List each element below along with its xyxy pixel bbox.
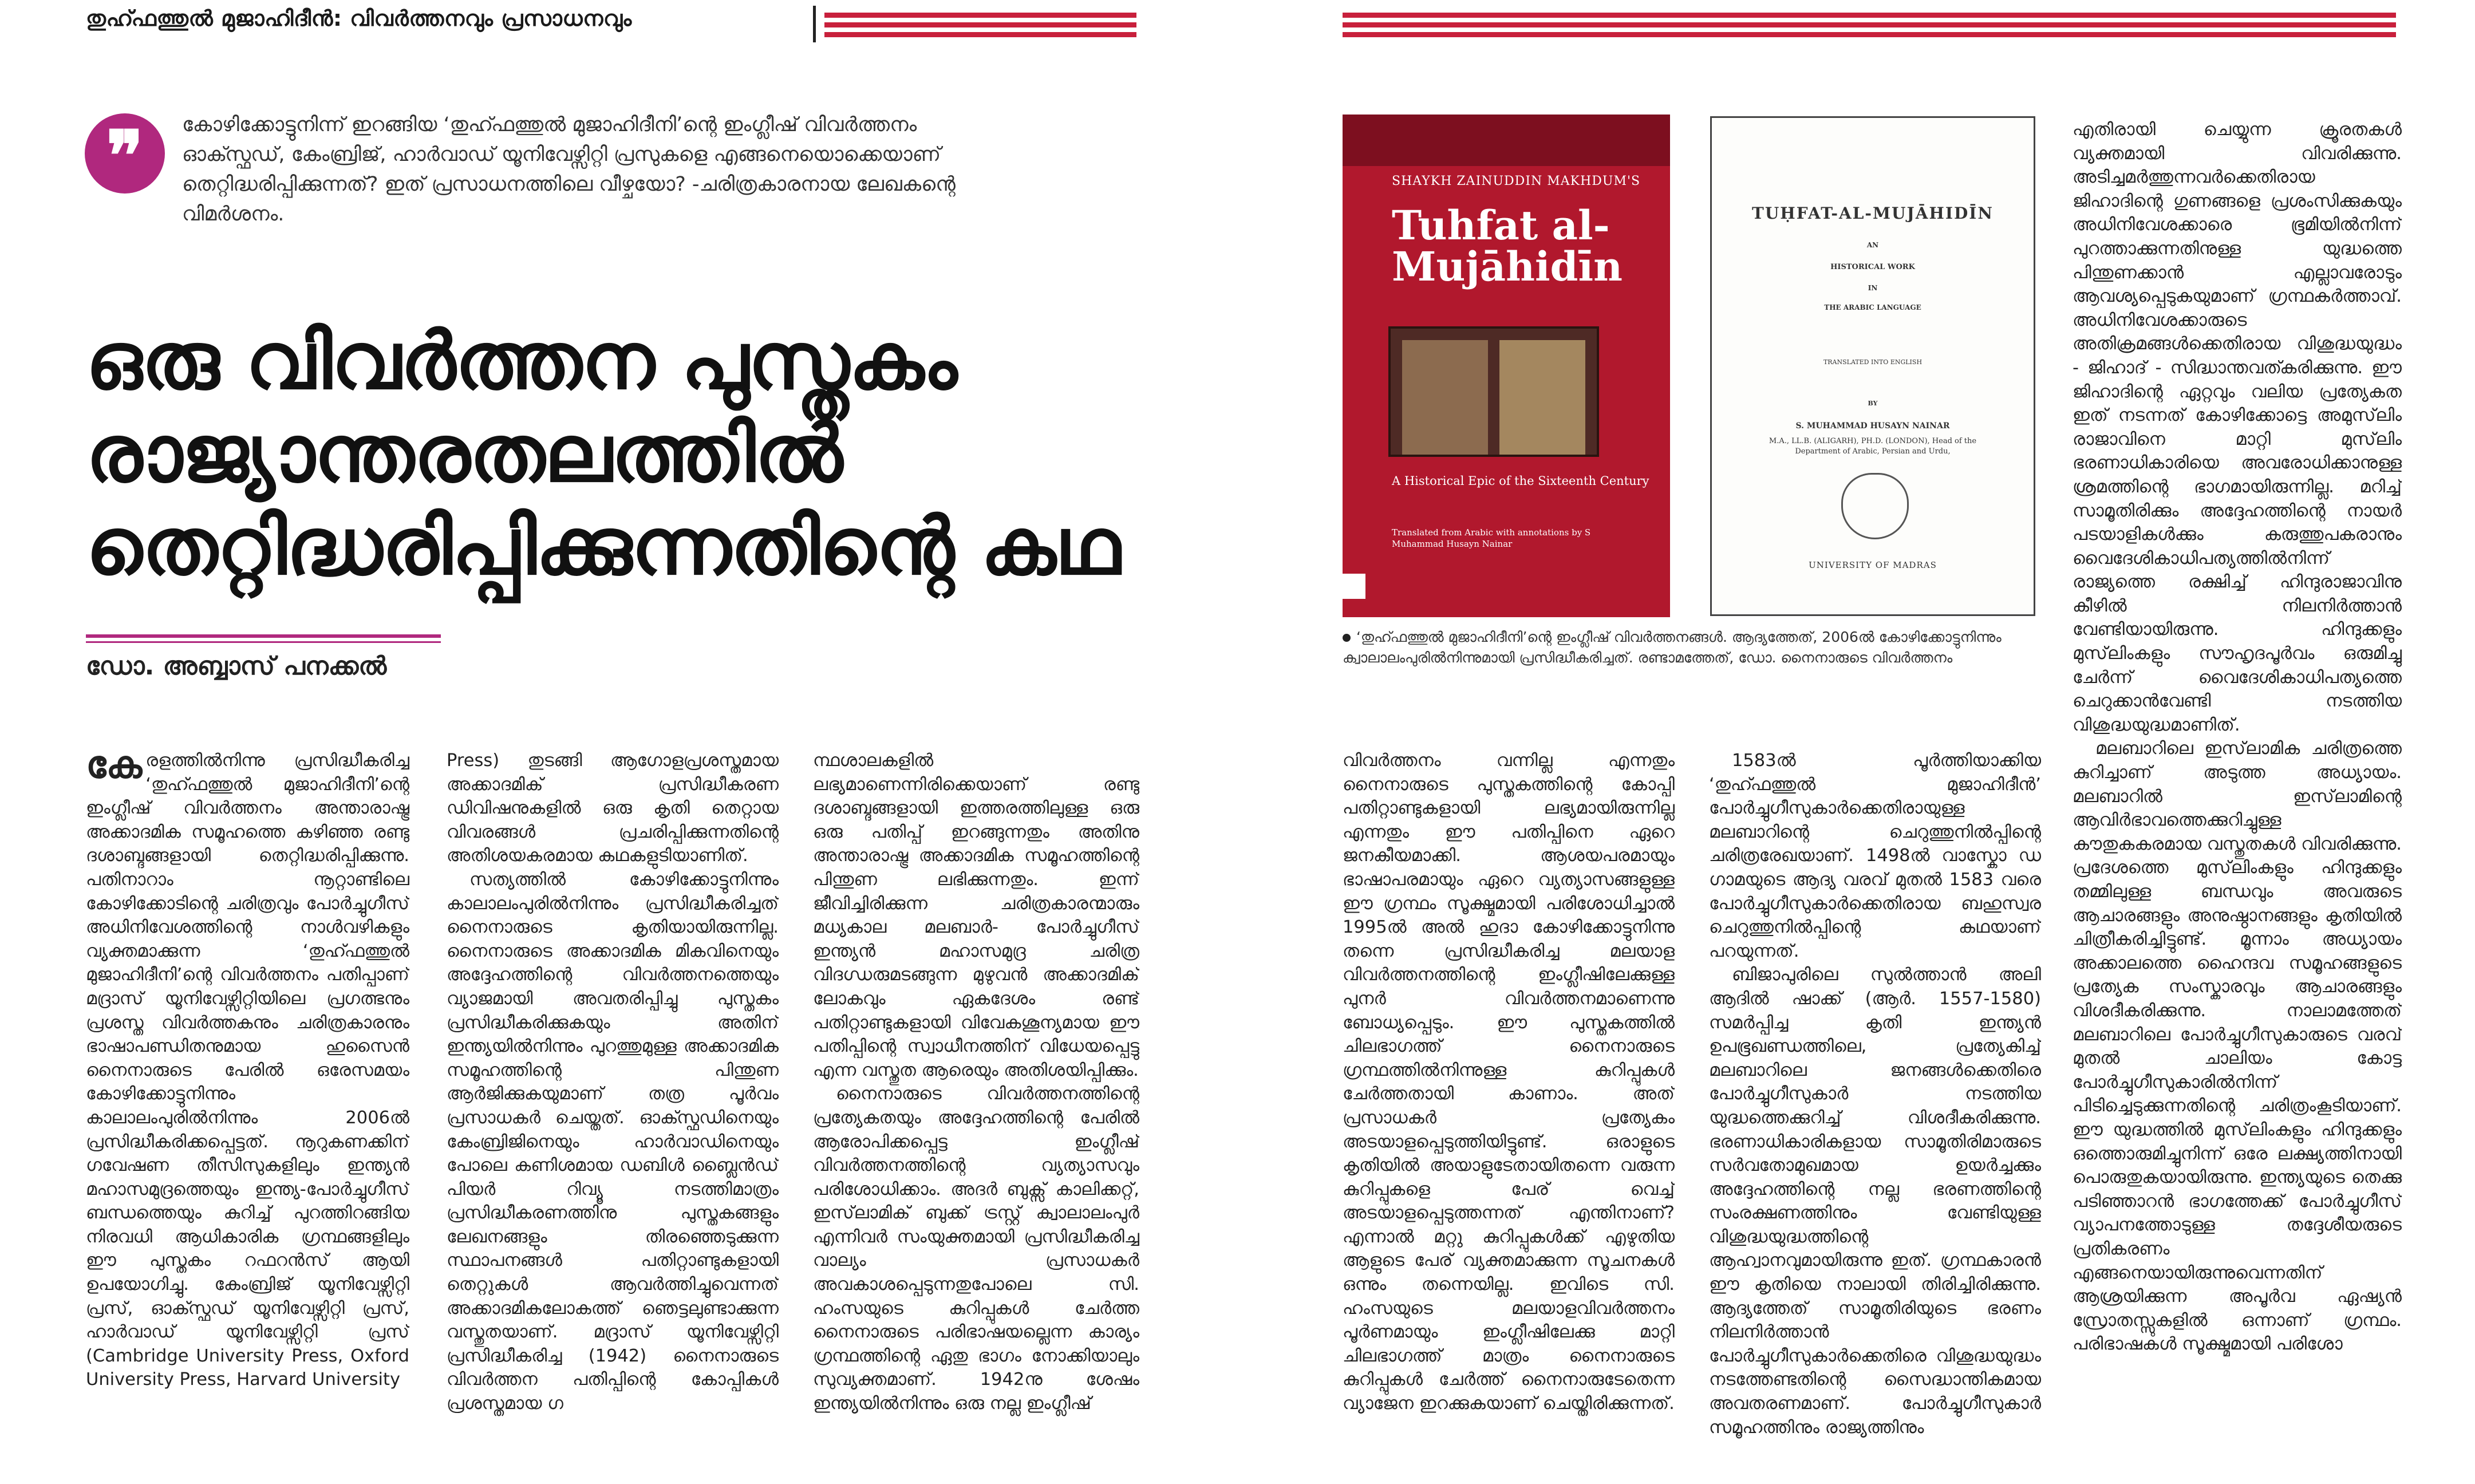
column-1-text: രളത്തിൽനിന്നു പ്രസിദ്ധീകരിച്ച ‘തുഹ്ഫത്തുൽ മുജാഹിദീനി’ന്റെ ഇംഗ്ലീഷ് വിവർത്തനം അന്താരാഷ്ട്ര അക്കാദമിക സമൂഹത്തെ കഴിഞ്ഞ രണ്ടു ദശാബ്ദങ്ങളായി തെറ്റിദ്ധരിപ്പിക്കുന്നു. പതിനാറാം നൂറ്റാണ്ടിലെ കോഴിക്കോടിന്റെ ചരിത്രവും പോർച്ചുഗീസ് അധിനിവേശത്തിന്റെ നാൾവഴികളും വ്യക്തമാക്കുന്ന ‘തുഹ്ഫത്തുൽ മുജാഹിദീനി’ന്റെ വിവർത്തനം പതിപ്പാണ് മദ്രാസ് യൂനിവേഴ്സിറ്റിയിലെ പ്രഗത്ഭനും പ്രശസ്ത വിവർത്തകനും ചരിത്രകാരനും ഭാഷാപണ്ഡിതനുമായ ഹുസൈൻ നൈനാരുടെ പേരിൽ ഒരേസമയം കോഴിക്കോട്ടുനിന്നും കാലാലംപുരിൽനിന്നും 2006ൽ പ്രസിദ്ധീകരിക്കപ്പെട്ടത്. നൂറുകണക്കിന് ഗവേഷണ തീസിസുകളിലും ഇന്ത്യൻ മഹാസമുദ്രത്തെയും ഇന്ത്യ-പോർച്ചുഗീസ് ബന്ധത്തെയും കുറിച്ച് പുറത്തിറങ്ങിയ നിരവധി ആധികാരിക ഗ്രന്ഥങ്ങളിലും ഈ പുസ്തകം റഫറൻസ് ആയി ഉപയോഗിച്ചു. കേംബ്രിജ് യൂനിവേഴ്സിറ്റി പ്രസ്, ഓക്സ്ഫഡ് യൂനിവേഴ്സിറ്റി പ്രസ്, ഹാർവാഡ് യൂനിവേഴ്സിറ്റി പ്രസ് (Cambridge University Press, Oxford University Press, Harvard University [86,751,409,1390]
title-page-publisher: UNIVERSITY OF MADRAS [1809,560,1937,570]
column-5-paragraph-1: 1583ൽ പൂർത്തിയാക്കിയ ‘തുഹ്ഫത്തുൽ മുജാഹിദീൻ’ പോർച്ചുഗീസുകാർക്കെതിരായുള്ള മലബാറിന്റെ ചെറുത്തുനിൽപ്പിന്റെ ചരിത്രരേഖയാണ്. 1498ൽ വാസ്കോ ഡ ഗാമയുടെ ആദ്യ വരവ് മുതൽ 1583 വരെ പോർച്ചുഗീസുകാർക്കെതിരായ ബഹുസ്വര ചെറുത്തുനിൽപ്പിന്റെ കഥയാണ് പറയുന്നത്. [1709,751,2041,961]
headline: ഒരു വിവർത്തന പുസ്തകം രാജ്യാന്തരതലത്തിൽ തെറ്റിദ്ധരിപ്പിക്കുന്നതിന്റെ കഥ [86,315,1120,593]
lead-text: കോഴിക്കോട്ടുനിന്ന് ഇറങ്ങിയ ‘തുഹ്ഫത്തുൽ മുജാഹിദീനി’ന്റെ ഇംഗ്ലീഷ് വിവർത്തനം ഓക്സ്ഫഡ്, കേംബ്രിജ്, ഹാർവാഡ് യൂനിവേഴ്സിറ്റി പ്രസുകളെ എങ്ങനെയൊക്കെയാണ് തെറ്റിദ്ധരിപ്പിക്കുന്നത്? ഇത് പ്രസാധനത്തിലെ വീഴ്ചയോ? -ചരിത്രകാരനായ ലേഖകന്റെ വിമർശനം. [182,113,956,226]
cover-subtitle: A Historical Epic of the Sixteenth Century [1392,474,1649,488]
header-rule-left [824,13,1136,38]
figure-caption [1343,627,2030,668]
byline-rule-thin [86,641,441,643]
title-page-translator: S. MUHAMMAD HUSAYN NAINAR [1795,421,1950,431]
title-page-title: TUḤFAT-AL-MUJĀHIDĪN [1752,204,1994,223]
cover-author: SHAYKH ZAINUDDIN MAKHDUM'S [1392,174,1641,188]
title-page-an: AN [1866,241,1879,249]
column-3-paragraph-2: നൈനാരുടെ വിവർത്തനത്തിന്റെ പ്രത്യേകതയും അദ്ദേഹത്തിന്റെ പേരിൽ ആരോപിക്കപ്പെട്ട ഇംഗ്ലീഷ് വിവർത്തനത്തിന്റെ വ്യത്യാസവും പരിശോധിക്കാം. അദർ ബുക്സ് കാലിക്കറ്റ്, ഇസ്‌ലാമിക് ബുക്ക് ട്രസ്റ്റ് ക്വാലാലംപുർ എന്നിവർ സംയുക്തമായി പ്രസിദ്ധീകരിച്ച വാല്യം പ്രസാധകർ അവകാശപ്പെടുന്നതുപോലെ സി. ഹംസയുടെ കുറിപ്പുകൾ ചേർത്ത നൈനാരുടെ പരിഭാഷയല്ലെന്ന കാര്യം ഗ്രന്ഥത്തിന്റെ ഏതു ഭാഗം നോക്കിയാലും സുവ്യക്തമാണ്. 1942നു ശേഷം ഇന്ത്യയിൽനിന്നും ഒരു നല്ല ഇംഗ്ലീഷ് [813,1084,1139,1414]
byline: ഡോ. അബ്ബാസ് പനക്കൽ [86,652,387,681]
column-4-paragraph-1: വിവർത്തനം വന്നില്ല എന്നതും നൈനാരുടെ പുസ്തകത്തിന്റെ കോപ്പി പതിറ്റാണ്ടുകളായി ലഭ്യമായിരുന്നില്ല എന്നതും ഈ പതിപ്പിനെ ഏറെ ജനകീയമാക്കി. ആശയപരമായും ഭാഷാപരമായും ഏറെ വ്യത്യാസങ്ങളുള്ള ഈ ഗ്രന്ഥം സൂക്ഷ്മമായി പരിശോധിച്ചാൽ 1995ൽ അൽ ഹുദാ കോഴിക്കോട്ടുനിന്നു തന്നെ പ്രസിദ്ധീകരിച്ച മലയാള വിവർത്തനത്തിന്റെ ഇംഗ്ലീഷിലേക്കുള്ള പുനർ വിവർത്തനമാണെന്നു ബോധ്യപ്പെടും. ഈ പുസ്തകത്തിൽ ചിലഭാഗത്ത് നൈനാരുടെ ഗ്രന്ഥത്തിൽനിന്നുള്ള കുറിപ്പുകൾ ചേർത്തതായി കാണാം. അത് പ്രസാധകർ പ്രത്യേകം അടയാളപ്പെടുത്തിയിട്ടുണ്ട്. ഒരാളുടെ കൃതിയിൽ അയാളുടേതായിതന്നെ വരുന്ന കുറിപ്പുകളെ പേര് വെച്ച് അടയാളപ്പെടുത്തന്നത് എന്തിനാണ്? എന്നാൽ മറ്റു കുറിപ്പുകൾക്ക് എഴുതിയ ആളുടെ പേര് വ്യക്തമാക്കുന്ന സൂചനകൾ ഒന്നും തന്നെയില്ല. ഇവിടെ സി. ഹംസയുടെ മലയാളവിവർത്തനം പൂർണമായും ഇംഗ്ലീഷിലേക്കു മാറ്റി ചിലഭാഗത്ത് മാത്രം നൈനാരുടെ കുറിപ്പുകൾ ചേർത്ത് നൈനാരുടേതെന്ന വ്യാജേന ഇറക്കുകയാണ് ചെയ്തിരിക്കുന്നത്. [1343,751,1675,1414]
article-column-5 [1709,749,2041,1476]
running-title: തുഹ്ഫത്തുൽ മുജാഹിദീൻ: വിവർത്തനവും പ്രസാധനവും [86,6,632,31]
cover-translator: Translated from Arabic with annotations by S Muhammad Husayn Nainar [1392,527,1591,549]
article-column-4 [1343,749,1675,1476]
cover-title: Tuhfat al-Mujāhidīn [1392,202,1623,290]
cover-library-tab [1343,574,1365,599]
cover-top-strip [1343,115,1670,166]
university-seal-icon [1841,473,1909,539]
column-2-paragraph-1: Press) തുടങ്ങി ആഗോളപ്രശസ്തമായ അക്കാദമിക് പ്രസിദ്ധീകരണ ഡിവിഷനുകളിൽ ഒരു കൃതി തെറ്റായ വിവരങ്ങൾ പ്രചരിപ്പിക്കുന്നതിന്റെ അതിശയകരമായ കഥകളുടിയാണിത്. [447,751,779,866]
dropcap: കേ [86,749,143,787]
title-page-in: IN [1868,284,1878,292]
title-page-work: HISTORICAL WORK [1830,263,1915,271]
article-column-6 [2073,118,2402,1476]
cover-manuscript-image [1388,326,1599,457]
caption-bullet-icon [1343,634,1351,642]
header-rule-right [1343,13,2396,38]
column-3-paragraph-1: ന്ഥശാലകളിൽ ലഭ്യമാണെന്നിരിക്കെയാണ് രണ്ടു ദശാബ്ദങ്ങളായി ഇത്തരത്തിലുള്ള ഒരു ഒരു പതിപ്പ് ഇറങ്ങുന്നതും അതിനു അന്താരാഷ്ട്ര അക്കാദമിക സമൂഹത്തിന്റെ പിന്തുണ ലഭിക്കുന്നതും. ഇന്ന് ജീവിച്ചിരിക്കുന്ന ചരിത്രകാരന്മാരും മധ്യകാല മലബാർ- പോർച്ചുഗീസ് ഇന്ത്യൻ മഹാസമുദ്ര ചരിത്ര വിദഗ്ധരുമടങ്ങുന്ന മുഴുവൻ അക്കാദമിക് ലോകവും ഏകദേശം രണ്ട് പതിറ്റാണ്ടുകളായി വിവേകശൂന്യമായ ഈ പതിപ്പിന്റെ സ്വാധീനത്തിന് വിധേയപ്പെട്ടു എന്ന വസ്തുത ആരെയും അതിശയിപ്പിക്കും. [813,751,1139,1080]
byline-rule [86,634,441,638]
column-5-paragraph-2: ബിജാപുരിലെ സുൽത്താൻ അലി ആദിൽ ഷാക്ക് (ആർ. 1557-1580) സമർപ്പിച്ച കൃതി ഇന്ത്യൻ ഉപഭൂഖണ്ഡത്തിലെ, പ്രത്യേകിച്ച് മലബാറിലെ ജനങ്ങൾക്കെതിരെ പോർച്ചുഗീസുകാർ നടത്തിയ യുദ്ധത്തെക്കുറിച്ച് വിശദീകരിക്കുന്നു. ഭരണാധികാരികളായ സാമൂതിരിമാരുടെ സർവതോമുഖമായ ഉയർച്ചക്കും അദ്ദേഹത്തിന്റെ നല്ല ഭരണത്തിന്റെ സംരക്ഷണത്തിനും വേണ്ടിയുള്ള വിശുദ്ധയുദ്ധത്തിന്റെ ആഹ്വാനവുമായിരുന്നു ഇത്. ഗ്രന്ഥകാരൻ ഈ കൃതിയെ നാലായി തിരിച്ചിരിക്കുന്നു. ആദ്യത്തേത് സാമൂതിരിയുടെ ഭരണം നിലനിർത്താൻ പോർച്ചുഗീസുകാർക്കെതിരെ വിശുദ്ധയുദ്ധം നടത്തേണ്ടതിന്റെ സൈദ്ധാന്തികമായ അവതരണമാണ്. പോർച്ചുഗീസുകാർ സമൂഹത്തിനും രാജ്യത്തിനും [1709,965,2041,1438]
column-6-paragraph-1: എതിരായി ചെയ്യുന്ന ക്രൂരതകൾ വ്യക്തമായി വിവരിക്കുന്നു. അടിച്ചമർത്തുന്നവർക്കെതിരായ ജിഹാദിന്റെ ഗുണങ്ങളെ പ്രശംസിക്കുകയും അധിനിവേശക്കാരെ ഭൂമിയിൽനിന്ന് പുറത്താക്കുന്നതിനുള്ള യുദ്ധത്തെ പിന്തുണക്കാൻ എല്ലാവരോടും ആവശ്യപ്പെടുകയുമാണ് ഗ്രന്ഥകർത്താവ്. അധിനിവേശക്കാരുടെ അതിക്രമങ്ങൾക്കെതിരായ വിശുദ്ധയുദ്ധം - ജിഹാദ് - സിദ്ധാന്തവത്കരിക്കുന്നു. ഈ ജിഹാദിന്റെ ഏറ്റവും വലിയ പ്രത്യേകത ഇത് നടന്നത് കോഴിക്കോട്ടെ അമുസ്‌ലിം രാജാവിനെ മാറ്റി മുസ്‌ലിം ഭരണാധികാരിയെ അവരോധിക്കാനുള്ള ശ്രമത്തിന്റെ ഭാഗമായിരുന്നില്ല. മറിച്ച് സാമൂതിരിക്കും അദ്ദേഹത്തിന്റെ നായർ പടയാളികൾക്കും കരുത്തുപകരാനും വൈദേശികാധിപത്യത്തിൽനിന്ന് രാജ്യത്തെ രക്ഷിച്ച് ഹിന്ദുരാജാവിനു കീഴിൽ നിലനിർത്താൻ വേണ്ടിയായിരുന്നു. ഹിന്ദുക്കളും മുസ്‌ലിംകളും സൗഹൃദപൂർവം ഒരുമിച്ചു ചേർന്ന് വൈദേശികാധിപത്യത്തെ ചെറുക്കാൻവേണ്ടി നടത്തിയ വിശുദ്ധയുദ്ധമാണിത്. [2073,120,2402,735]
title-page-credentials: M.A., LL.B. (ALIGARH), PH.D. (LONDON), Head of the Department of Arabic, Persian and Urdu, [1769,437,1977,456]
article-column-2 [447,749,779,1476]
book-cover-tuhfat-2006 [1343,115,1670,617]
column-2-paragraph-2: സത്യത്തിൽ കോഴിക്കോട്ടുനിന്നും കാലാലംപുരിൽനിന്നും പ്രസിദ്ധീകരിച്ചത് നൈനാരുടെ കൃതിയായിരുന്നില്ല. നൈനാരുടെ അക്കാദമിക മികവിനെയും അദ്ദേഹത്തിന്റെ വിവർത്തനത്തെയും വ്യാജമായി അവതരിപ്പിച്ചു പുസ്തകം പ്രസിദ്ധീകരിക്കുകയും അതിന് ഇന്ത്യയിൽനിന്നും പുറത്തുമുള്ള അക്കാദമിക സമൂഹത്തിന്റെ പിന്തുണ ആർജിക്കുകയുമാണ് തത്ര പൂർവം പ്രസാധകർ ചെയ്തത്. ഓക്സ്ഫഡിനെയും കേംബ്രിജിനെയും ഹാർവാഡിനെയും പോലെ കണിശമായ ഡബിൾ ബ്ലൈൻഡ് പിയർ റിവ്യൂ നടത്തിമാത്രം പ്രസിദ്ധീകരണത്തിനു പുസ്തകങ്ങളും ലേഖനങ്ങളും തിരഞ്ഞെടുക്കുന്ന സ്ഥാപനങ്ങൾ പതിറ്റാണ്ടുകളായി തെറ്റുകൾ ആവർത്തിച്ചുവെന്നത് അക്കാദമികലോകത്ത് ഞെട്ടലുണ്ടാക്കുന്ന വസ്തുതയാണ്. മദ്രാസ് യൂനിവേഴ്സിറ്റി പ്രസിദ്ധീകരിച്ച (1942) നൈനാരുടെ വിവർത്തന പതിപ്പിന്റെ കോപ്പികൾ പ്രശസ്തമായ ഗ [447,869,779,1414]
caption-text: ‘തുഹ്ഫത്തുൽ മുജാഹിദീനി’ന്റെ ഇംഗ്ലീഷ് വിവർത്തനങ്ങൾ. ആദ്യത്തേത്, 2006ൽ കോഴിക്കോട്ടുനിന്നും ക്വാലാലംപുരിൽനിന്നുമായി പ്രസിദ്ധീകരിച്ചത്. രണ്ടാമത്തേത്, ഡോ. നൈനാരുടെ വിവർത്തനം [1343,629,2002,666]
column-6-paragraph-2: മലബാറിലെ ഇസ്‌ലാമിക ചരിത്രത്തെ കുറിച്ചാണ് അടുത്ത അധ്യായം. മലബാറിൽ ഇസ്‌ലാമിന്റെ ആവിർഭാവത്തെക്കുറിച്ചുള്ള കൗതുകകരമായ വസ്തുതകൾ വിവരിക്കുന്നു. പ്രദേശത്തെ മുസ്‌ലിംകളും ഹിന്ദുക്കളും തമ്മിലുള്ള ബന്ധവും അവരുടെ ആചാരങ്ങളും അനുഷ്ഠാനങ്ങളും കൃതിയിൽ ചിത്രീകരിച്ചിട്ടുണ്ട്. മൂന്നാം അധ്യായം അക്കാലത്തെ ഹൈന്ദവ സമൂഹങ്ങളുടെ പ്രത്യേക സംസ്കാരവും ആചാരങ്ങളും വിശദീകരിക്കുന്നു. നാലാമത്തേത് മലബാറിലെ പോർച്ചുഗീസുകാരുടെ വരവ് മുതൽ ചാലിയം കോട്ട പോർച്ചുഗീസുകാരിൽനിന്ന് പിടിച്ചെടുക്കുന്നതിന്റെ ചരിത്രംകൂടിയാണ്. ഈ യുദ്ധത്തിൽ മുസ്‌ലിംകളും ഹിന്ദുക്കളും ഒത്തൊരുമിച്ചുനിന്ന് ഒരേ ലക്ഷ്യത്തിനായി പൊരുതുകയായിരുന്നു. ഇന്ത്യയുടെ തെക്കു പടിഞ്ഞാറൻ ഭാഗത്തേക്ക് പോർച്ചുഗീസ് വ്യാപനത്തോടുള്ള തദ്ദേശീയരുടെ പ്രതികരണം എങ്ങനെയായിരുന്നുവെന്നതിന് ആശ്രയിക്കുന്ന അപൂർവ ഏഷ്യൻ സ്രോതസ്സുകളിൽ ഒന്നാണ് ഗ്രന്ഥം. പരിഭാഷകൾ സൂക്ഷ്മമായി പരിശോ [2073,739,2402,1355]
article-column-1 [86,749,409,1476]
article-column-3 [813,749,1139,1476]
quote-icon: ❞ [85,113,165,194]
title-page-translated: TRANSLATED INTO ENGLISH [1823,358,1923,366]
title-page-by: BY [1868,400,1878,407]
title-page-language: THE ARABIC LANGUAGE [1824,303,1921,311]
book-title-page-madras-1942 [1710,116,2035,616]
header-divider [813,6,816,42]
